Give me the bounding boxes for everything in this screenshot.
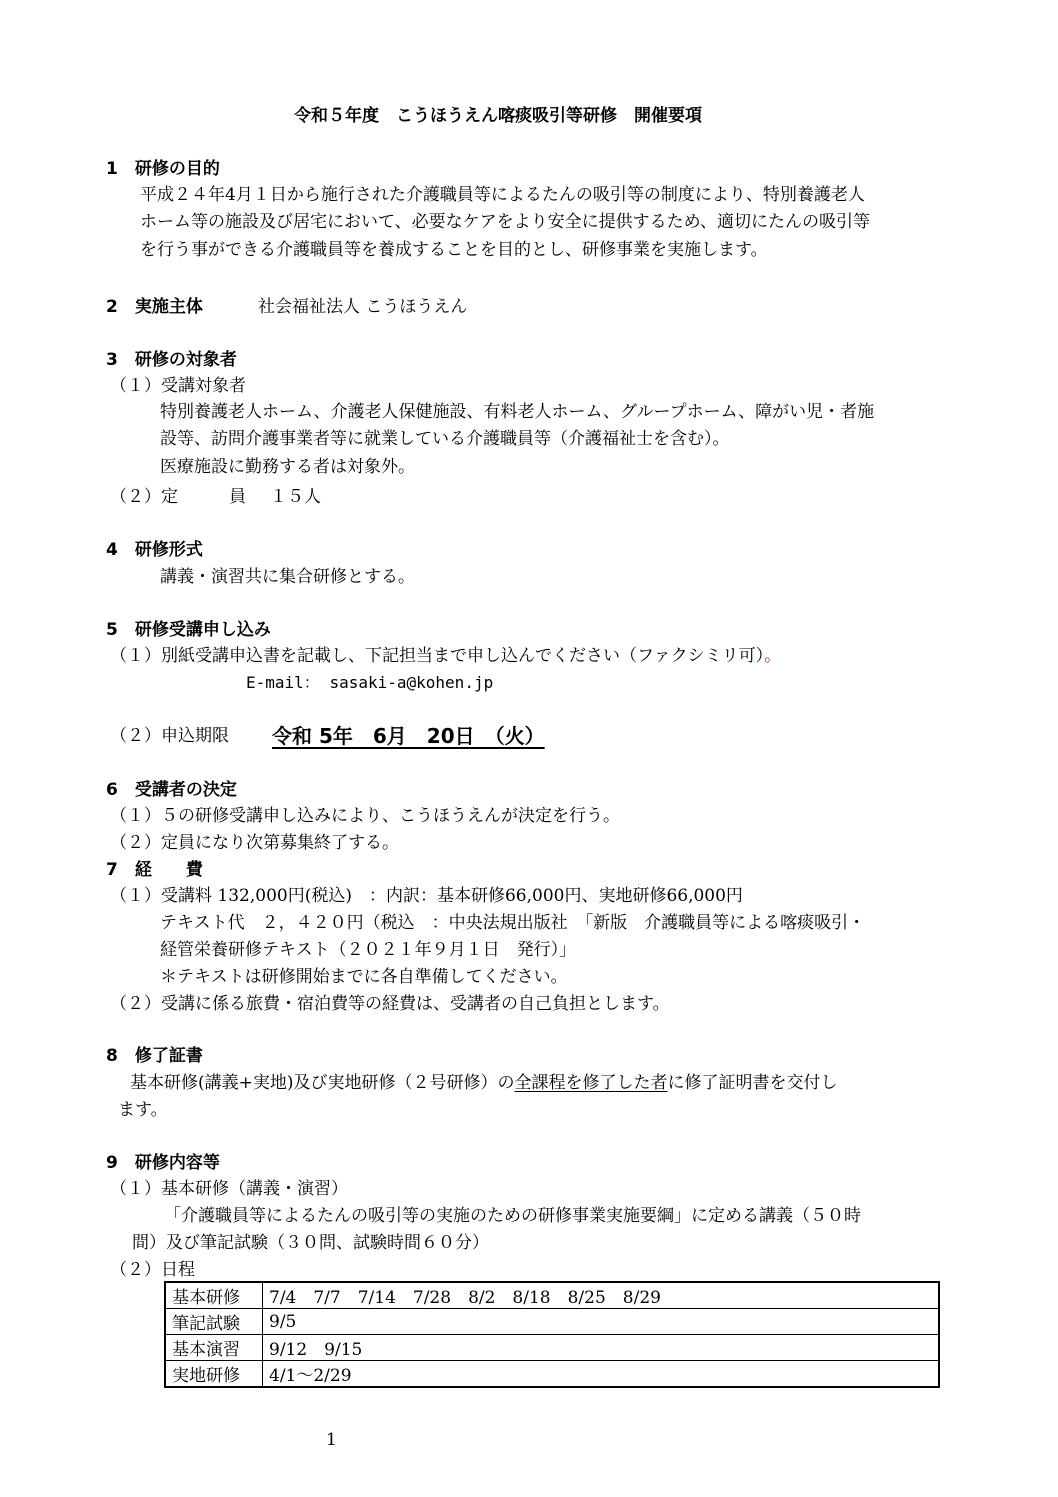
certificate-text-b: に修了証明書を交付し	[667, 1073, 838, 1093]
schedule-label: （２）日程	[110, 1260, 195, 1280]
email-address[interactable]: sasaki-a@kohen.jp	[329, 673, 494, 692]
section-1-line-3: を行う事ができる介護職員等を養成することを目的とし、研修事業を実施します。	[140, 240, 768, 260]
section-7-heading: 7 経 費	[106, 860, 203, 880]
application-instruction-period: 。	[764, 646, 782, 666]
target-label: （１）受講対象者	[110, 376, 246, 396]
capacity-value: １５人	[270, 487, 321, 507]
application-instruction	[110, 648, 781, 665]
email-line	[246, 675, 493, 691]
certificate-text-a: 基本研修(講義+実地)及び実地研修（２号研修）の	[130, 1073, 515, 1093]
application-instruction-text: （１）別紙受講申込書を記載し、下記担当まで申し込んでください（ファクシミリ可）	[110, 646, 765, 666]
table-row	[165, 1282, 939, 1309]
schedule-cell-label: 実地研修	[165, 1361, 263, 1388]
section-3-heading: 3 研修の対象者	[106, 350, 237, 370]
basic-training-line-2: 間）及び筆記試験（３０問、試験時間６０分）	[132, 1233, 489, 1253]
section-9-heading: 9 研修内容等	[106, 1153, 220, 1173]
schedule-cell-dates: 9/12 9/15	[263, 1335, 940, 1361]
deadline-date: 令和 5年 6月 20日 （火）	[272, 724, 545, 748]
schedule-table	[164, 1281, 940, 1388]
email-label: E-mail：	[246, 673, 320, 692]
schedule-cell-dates: 4/1～2/29	[263, 1361, 940, 1388]
section-2-heading: 2 実施主体	[106, 297, 203, 317]
basic-training-label: （１）基本研修（講義・演習）	[110, 1179, 348, 1199]
document-title: 令和５年度 こうほうえん喀痰吸引等研修 開催要項	[294, 106, 702, 126]
capacity-label: （２）定 員	[110, 487, 246, 507]
target-line-2: 設等、訪問介護事業者等に就業している介護職員等（介護福祉士を含む）。	[160, 429, 730, 449]
section-1-line-1: 平成２４年4月１日から施行された介護職員等によるたんの吸引等の制度により、特別養護老人	[140, 185, 865, 205]
certificate-line-1	[130, 1075, 838, 1092]
page-number: 1	[326, 1430, 337, 1450]
certificate-line-2: ます。	[118, 1100, 168, 1120]
format-text: 講義・演習共に集合研修とする。	[160, 567, 415, 587]
target-line-1: 特別養護老人ホーム、介護老人保健施設、有料老人ホーム、グループホーム、障がい児・者施	[160, 402, 875, 422]
textbook-line-2: 経管栄養研修テキスト（２０２１年９月１日 発行）」	[160, 940, 577, 960]
target-line-3: 医療施設に勤務する者は対象外。	[160, 457, 415, 477]
expense-line: （２）受講に係る旅費・宿泊費等の経費は、受講者の自己負担とします。	[110, 994, 670, 1014]
certificate-underlined: 全課程を修了した者	[514, 1073, 668, 1093]
section-4-heading: 4 研修形式	[106, 540, 203, 560]
textbook-line-1: テキスト代 ２，４２０円（税込 ：中央法規出版社 「新版 介護職員等による喀痰吸引・	[160, 913, 866, 933]
deadline-label: （２）申込期限	[110, 726, 229, 746]
textbook-note: ＊テキストは研修開始までに各自準備してください。	[160, 967, 568, 987]
schedule-cell-label: 基本演習	[165, 1335, 263, 1361]
schedule-cell-dates: 9/5	[263, 1309, 940, 1335]
table-row	[165, 1335, 939, 1361]
organizer-name: 社会福祉法人 こうほうえん	[258, 297, 468, 317]
section-5-heading: 5 研修受講申し込み	[106, 620, 271, 640]
schedule-cell-dates: 7/4 7/7 7/14 7/28 8/2 8/18 8/25 8/29	[263, 1282, 940, 1309]
fee-line: （１）受講料 132,000円(税込) ：内訳：基本研修66,000円、実地研修66,000円	[110, 886, 743, 906]
section-1-heading: 1 研修の目的	[106, 159, 220, 179]
section-6-heading: 6 受講者の決定	[106, 780, 237, 800]
table-row	[165, 1309, 939, 1335]
section-1-line-2: ホーム等の施設及び居宅において、必要なケアをより安全に提供するため、適切にたんの吸引等	[140, 212, 870, 232]
basic-training-line-1: 「介護職員等によるたんの吸引等の実施のための研修事業実施要綱」に定める講義（５０時	[164, 1206, 861, 1226]
schedule-cell-label: 基本研修	[165, 1282, 263, 1309]
schedule-cell-label: 筆記試験	[165, 1309, 263, 1335]
section-8-heading: 8 修了証書	[106, 1046, 203, 1066]
selection-line-1: （１）５の研修受講申し込みにより、こうほうえんが決定を行う。	[110, 806, 620, 826]
table-row	[165, 1361, 939, 1388]
selection-line-2: （２）定員になり次第募集終了する。	[110, 833, 399, 853]
